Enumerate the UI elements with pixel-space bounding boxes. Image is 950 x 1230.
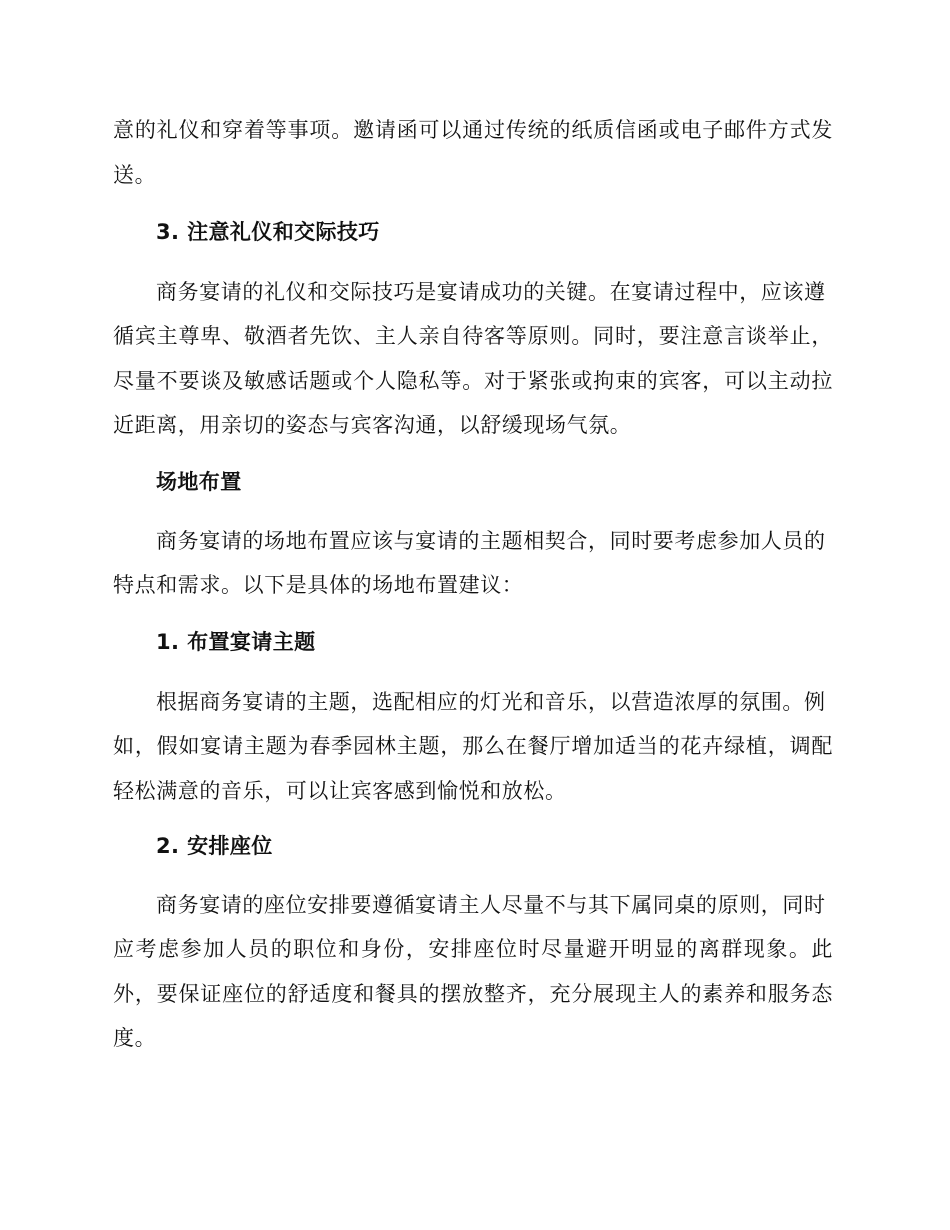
heading-theme: 1. 布置宴请主题: [156, 630, 316, 654]
heading-seating: 2. 安排座位: [156, 834, 273, 858]
paragraph-etiquette-line: 商务宴请的礼仪和交际技巧是宴请成功的关键。在宴请过程中，应该遵: [156, 280, 826, 304]
paragraph-theme-line: 如，假如宴请主题为春季园林主题，那么在餐厅增加适当的花卉绿植，调配: [113, 734, 833, 758]
heading-etiquette: 3. 注意礼仪和交际技巧: [156, 220, 380, 244]
paragraph-theme-line: 根据商务宴请的主题，选配相应的灯光和音乐，以营造浓厚的氛围。例: [156, 690, 826, 714]
paragraph-seating-line: 度。: [113, 1026, 157, 1050]
paragraph-venue-line: 商务宴请的场地布置应该与宴请的主题相契合，同时要考虑参加人员的: [156, 529, 826, 553]
paragraph-theme-line: 轻松满意的音乐，可以让宾客感到愉悦和放松。: [113, 779, 567, 803]
paragraph-etiquette-line: 尽量不要谈及敏感话题或个人隐私等。对于紧张或拘束的宾客，可以主动拉: [113, 369, 833, 393]
heading-venue: 场地布置: [156, 470, 242, 494]
paragraph-etiquette-line: 近距离，用亲切的姿态与宾客沟通，以舒缓现场气氛。: [113, 413, 632, 437]
paragraph-seating-line: 商务宴请的座位安排要遵循宴请主人尽量不与其下属同桌的原则，同时: [156, 893, 826, 917]
paragraph-seating-line: 外，要保证座位的舒适度和餐具的摆放整齐，充分展现主人的素养和服务态: [113, 982, 833, 1006]
paragraph-invitation-line: 意的礼仪和穿着等事项。邀请函可以通过传统的纸质信函或电子邮件方式发: [113, 118, 833, 142]
paragraph-venue-line: 特点和需求。以下是具体的场地布置建议：: [113, 573, 524, 597]
paragraph-invitation-line: 送。: [113, 163, 157, 187]
paragraph-seating-line: 应考虑参加人员的职位和身份，安排座位时尽量避开明显的离群现象。此: [113, 937, 833, 961]
paragraph-etiquette-line: 循宾主尊卑、敬酒者先饮、主人亲自待客等原则。同时，要注意言谈举止，: [113, 324, 833, 348]
